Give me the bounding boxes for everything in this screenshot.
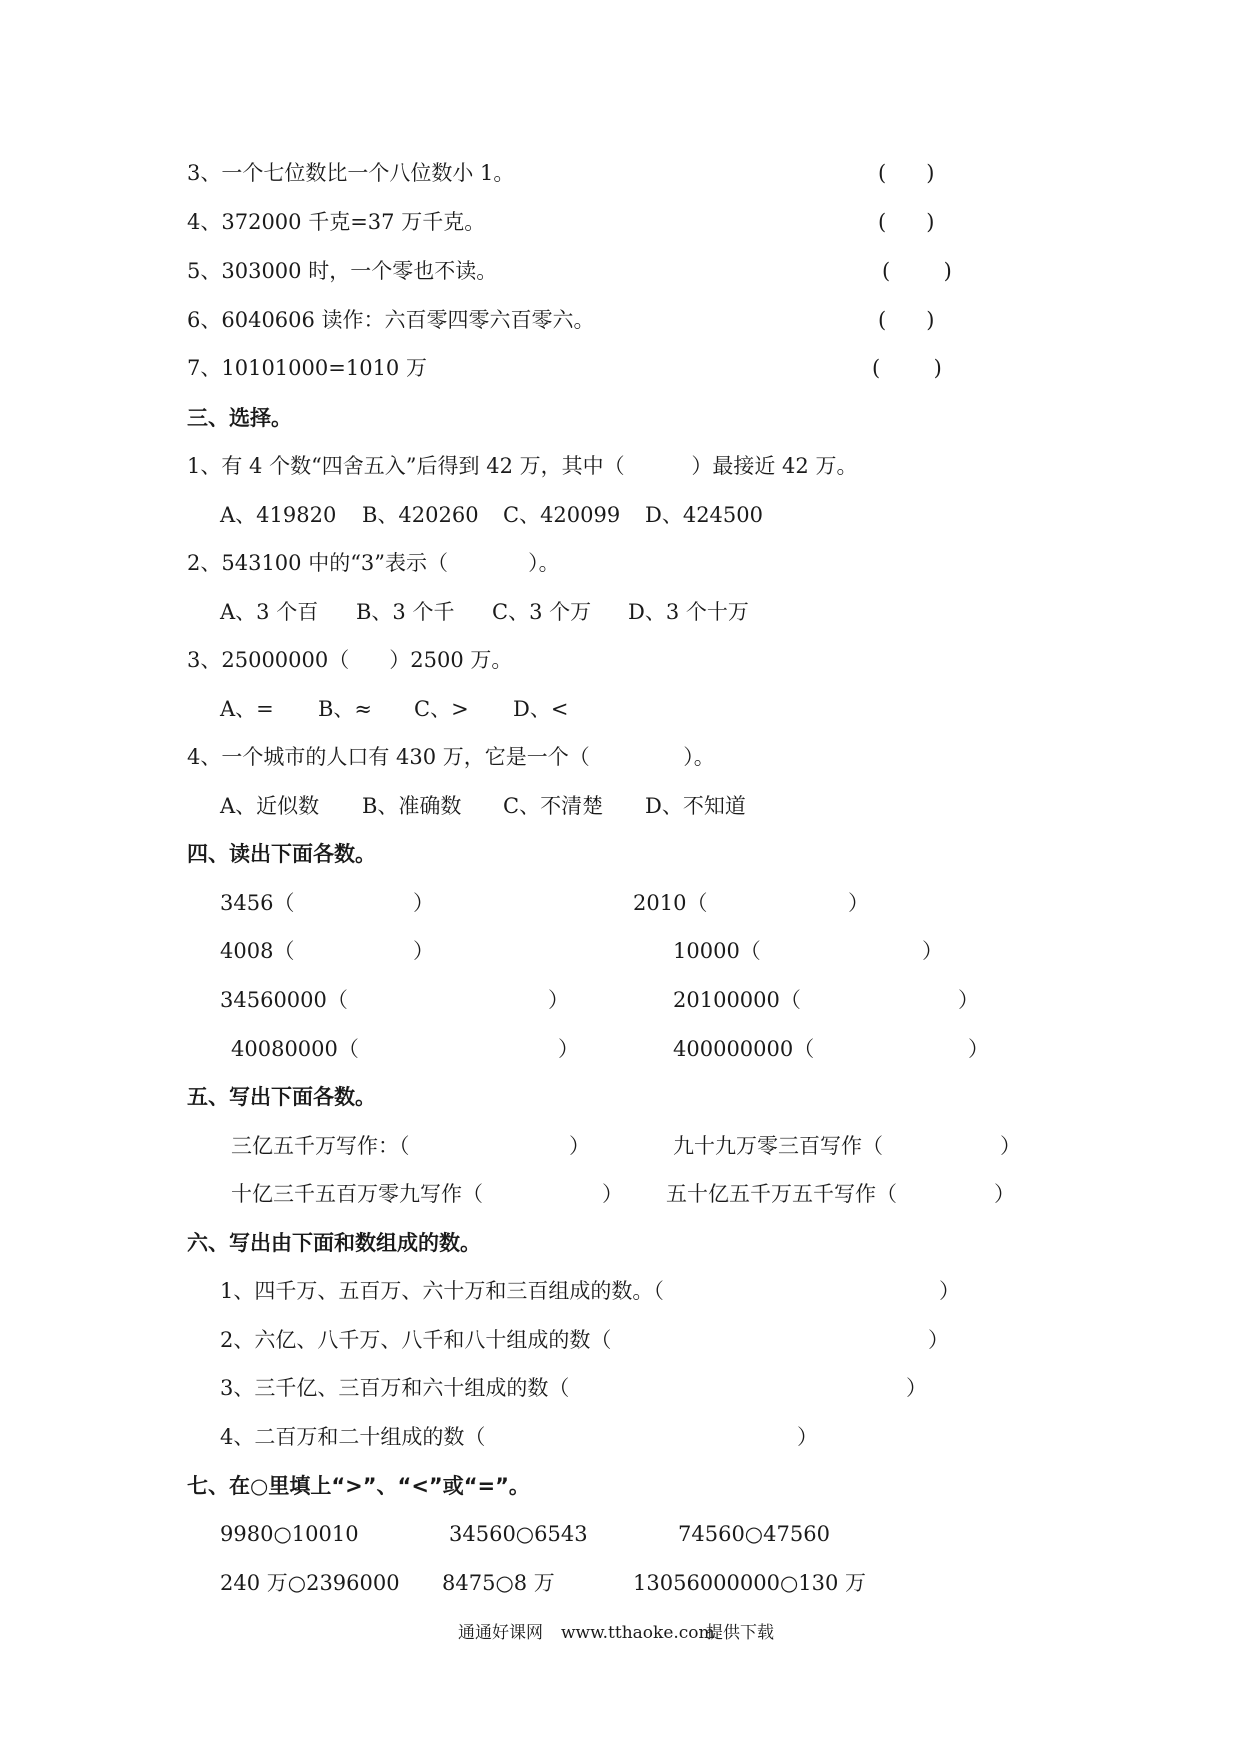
choice-option: A、近似数 [220,794,320,818]
section-heading: 七、在○里填上“>”、“<”或“=”。 [187,1474,530,1498]
choice-question-4: 4、一个城市的人口有 430 万，它是一个（ ）。 [187,745,715,769]
judge-item-5: 5、303000 时，一个零也不读。 [187,259,498,283]
judge-paren-6: ( ) [878,308,935,332]
section-heading: 六、写出由下面和数组成的数。 [187,1231,481,1255]
section-heading: 五、写出下面各数。 [187,1085,376,1109]
read-number: 2010（ [633,891,708,915]
compare-item: 240 万○2396000 [220,1571,400,1595]
compose-close-paren: ） [906,1376,927,1400]
read-number: 4008（ [220,939,295,963]
choice-option: A、= [220,697,274,721]
section-heading: 三、选择。 [187,406,292,430]
footer-url: www.tthaoke.com [561,1623,715,1643]
read-number: 400000000（ [673,1037,815,1061]
compare-item: 9980○10010 [220,1522,359,1546]
choice-option: C、> [414,697,469,721]
choice-option: C、420099 [503,503,621,527]
judge-paren-3: ( ) [878,161,935,185]
read-close-paren: ） [958,988,979,1012]
compose-item: 3、三千亿、三百万和六十组成的数（ [220,1376,570,1400]
choice-option: A、3 个百 [220,600,319,624]
choice-option: D、不知道 [645,794,746,818]
judge-item-6: 6、6040606 读作：六百零四零六百零六。 [187,308,595,332]
read-close-paren: ） [548,988,569,1012]
section-heading: 四、读出下面各数。 [187,842,376,866]
compare-item: 74560○47560 [678,1522,830,1546]
read-number: 3456（ [220,891,295,915]
compare-item: 8475○8 万 [442,1571,555,1595]
choice-option: C、不清楚 [503,794,604,818]
compose-close-paren: ） [939,1279,960,1303]
choice-question-3: 3、25000000（ ）2500 万。 [187,648,513,672]
compose-item: 1、四千万、五百万、六十万和三百组成的数。（ [220,1279,664,1303]
choice-option: A、419820 [220,503,337,527]
judge-item-7: 7、10101000=1010 万 [187,356,427,380]
judge-paren-5: ( ) [882,259,952,283]
read-close-paren: ） [558,1037,579,1061]
choice-option: B、3 个千 [356,600,455,624]
compose-item: 4、二百万和二十组成的数（ [220,1425,486,1449]
choice-option: B、≈ [318,697,373,721]
read-close-paren: ） [413,891,434,915]
compose-close-paren: ） [797,1425,818,1449]
write-close-paren: ） [569,1134,590,1158]
judge-paren-4: ( ) [878,210,935,234]
read-number: 20100000（ [673,988,801,1012]
compare-item: 34560○6543 [449,1522,588,1546]
choice-option: D、424500 [645,503,764,527]
read-close-paren: ） [922,939,943,963]
judge-item-4: 4、372000 千克=37 万千克。 [187,210,486,234]
write-item: 九十九万零三百写作（ [673,1134,883,1158]
write-item: 三亿五千万写作：（ [231,1134,410,1158]
judge-paren-7: ( ) [872,356,942,380]
read-number: 34560000（ [220,988,348,1012]
write-close-paren: ） [994,1182,1015,1206]
read-number: 40080000（ [231,1037,359,1061]
write-close-paren: ） [1000,1134,1021,1158]
compare-item: 13056000000○130 万 [633,1571,867,1595]
compose-item: 2、六亿、八千万、八千和八十组成的数（ [220,1328,612,1352]
choice-question-2: 2、543100 中的“3”表示（ ）。 [187,551,560,575]
choice-option: B、准确数 [362,794,462,818]
read-close-paren: ） [968,1037,989,1061]
read-close-paren: ） [848,891,869,915]
read-close-paren: ） [413,939,434,963]
compose-close-paren: ） [928,1328,949,1352]
judge-item-3: 3、一个七位数比一个八位数小 1。 [187,161,515,185]
choice-option: D、< [513,697,569,721]
footer-site-name: 通通好课网 [458,1623,543,1643]
choice-question-1: 1、有 4 个数“四舍五入”后得到 42 万，其中（ ）最接近 42 万。 [187,454,858,478]
footer-tail: 提供下载 [706,1623,774,1643]
choice-option: D、3 个十万 [628,600,749,624]
choice-option: C、3 个万 [492,600,592,624]
read-number: 10000（ [673,939,761,963]
choice-option: B、420260 [362,503,479,527]
write-item: 十亿三千五百万零九写作（ [231,1182,483,1206]
write-item: 五十亿五千万五千写作（ [666,1182,897,1206]
write-close-paren: ） [602,1182,623,1206]
